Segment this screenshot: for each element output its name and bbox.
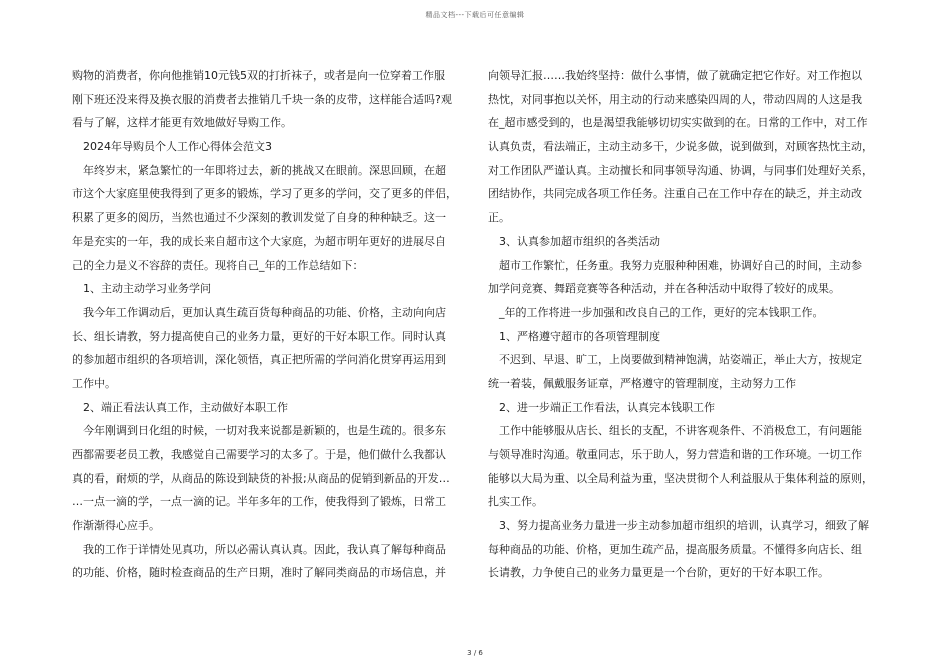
text-line: 的功能、价格，随时检查商品的生产日期，准时了解同类商品的市场信息，并: [72, 566, 446, 580]
text-line: 的参加超市组织的各项培训，深化领悟，真正把所需的学问消化贯穿再运用到: [72, 353, 446, 367]
text-line: 长、组长请教，努力提高使自己的业务力量，更好的干好本职工作。同时认真: [72, 329, 446, 343]
text-line: 2、进一步端正工作看法，认真完本钱职工作: [499, 400, 715, 414]
text-line: 每种商品的功能、价格，更加生疏产品，提高服务质量。不懂得多向店长、组: [488, 542, 862, 556]
text-line: 正。: [488, 211, 510, 225]
text-line: 2024年导购员个人工作心得体会范文3: [83, 140, 272, 154]
text-line: 在_超市感受到的，也是渴望我能够切切实实做到的在。日常的工作中，对工作: [488, 116, 868, 130]
left-column: [72, 64, 460, 585]
text-line: 长请教，力争使自己的业务力量更是一个台阶，更好的干好本职工作。: [488, 566, 829, 580]
text-line: 扎实工作。: [488, 495, 543, 509]
text-line: 3、认真参加超市组织的各类活动: [499, 234, 660, 248]
text-line: 团结协作，共同完成各项工作任务。注重自己在工作中存在的缺乏，并主动改: [488, 187, 862, 201]
text-line: 我今年工作调动后，更加认真生疏百货每种商品的功能、价格，主动向向店: [83, 305, 446, 319]
text-line: 刚下班还没来得及换衣服的消费者去推销几千块一条的皮带，这样能合适吗?观: [72, 92, 452, 106]
text-line: …一点一滴的学，一点一滴的记。半年多年的工作，使我得到了锻炼，日常工: [72, 495, 446, 509]
text-line: 工作中。: [72, 376, 116, 390]
text-line: 年终岁末，紧急繁忙的一年即将过去，新的挑战又在眼前。深思回顾，在超: [83, 163, 446, 177]
text-line: _年的工作将进一步加强和改良自己的工作，更好的完本钱职工作。: [499, 305, 824, 319]
text-line: 认真负责，看法端正，主动主动多干，少说多做，说到做到，对顾客热忱主动，: [488, 140, 873, 154]
text-line: 己的全力是义不容辞的责任。现将自己_年的工作总结如下：: [72, 258, 364, 272]
text-line: 2、端正看法认真工作，主动做好本职工作: [83, 400, 288, 414]
text-line: 积累了更多的阅历，当然也通过不少深刻的教训发觉了自身的种种缺乏。这一: [72, 211, 446, 225]
text-line: 统一着装，佩戴服务证章，严格遵守的管理制度，主动努力工作: [488, 376, 796, 390]
text-line: 超市工作繁忙，任务重。我努力克服种种困难，协调好自己的时间，主动参: [499, 258, 862, 272]
text-line: 对工作团队严谨认真。主动擅长和同事领导沟通、协调，与同事们处理好关系，: [488, 163, 873, 177]
text-line: 不迟到、早退、旷工，上岗要做到精神饱满，站姿端正，举止大方，按规定: [499, 353, 862, 367]
text-line: 3、努力提高业务力量进一步主动参加超市组织的培训，认真学习，细致了解: [499, 519, 869, 533]
text-line: 1、主动主动学习业务学问: [83, 282, 211, 296]
page-number: 3 / 6: [467, 649, 483, 657]
text-line: 购物的消费者，你向他推销10元钱5双的打折袜子，或者是向一位穿着工作服: [72, 69, 445, 82]
text-line: 1、严格遵守超市的各项管理制度: [499, 329, 660, 343]
text-line: 作渐渐得心应手。: [72, 519, 160, 533]
text-line: 加学问竞赛、舞蹈竞赛等各种活动，并在各种活动中取得了较好的成果。: [488, 282, 840, 296]
text-line: 我的工作于详情处见真功，所以必需认真认真。因此，我认真了解每种商品: [83, 542, 446, 556]
text-line: 真的看，耐烦的学，从商品的陈设到缺货的补报;从商品的促销到新品的开发…: [72, 471, 450, 485]
text-line: 与领导准时沟通。敬重同志，乐于助人，努力营造和谐的工作环境。一切工作: [488, 448, 862, 461]
text-line: 向领导汇报……我始终坚持：做什么事情，做了就确定把它作好。对工作抱以: [488, 69, 862, 82]
right-column: [488, 64, 880, 585]
text-line: 能够以大局为重、以全局利益为重，坚决贯彻个人利益服从于集体利益的原则，: [488, 471, 873, 485]
text-line: 工作中能够服从店长、组长的支配，不讲客观条件、不消极怠工，有问题能: [499, 424, 862, 438]
text-line: 西都需要老员工教，我感觉自己需要学习的太多了。于是，他们做什么我都认: [72, 448, 446, 461]
text-line: 市这个大家庭里使我得到了更多的锻炼，学习了更多的学问，交了更多的伴侣，: [72, 187, 457, 201]
text-line: 看与了解，这样才能更有效地做好导购工作。: [72, 116, 292, 130]
text-line: 今年刚调到日化组的时候，一切对我来说都是新颖的，也是生疏的。很多东: [83, 424, 446, 438]
text-line: 年是充实的一年，我的成长来自超市这个大家庭，为超市明年更好的进展尽自: [72, 234, 446, 248]
text-line: 热忱，对同事抱以关怀，用主动的行动来感染四周的人，带动四周的人这是我: [488, 92, 862, 106]
page-header: 精品文档---下载后可任意编辑: [425, 11, 525, 19]
